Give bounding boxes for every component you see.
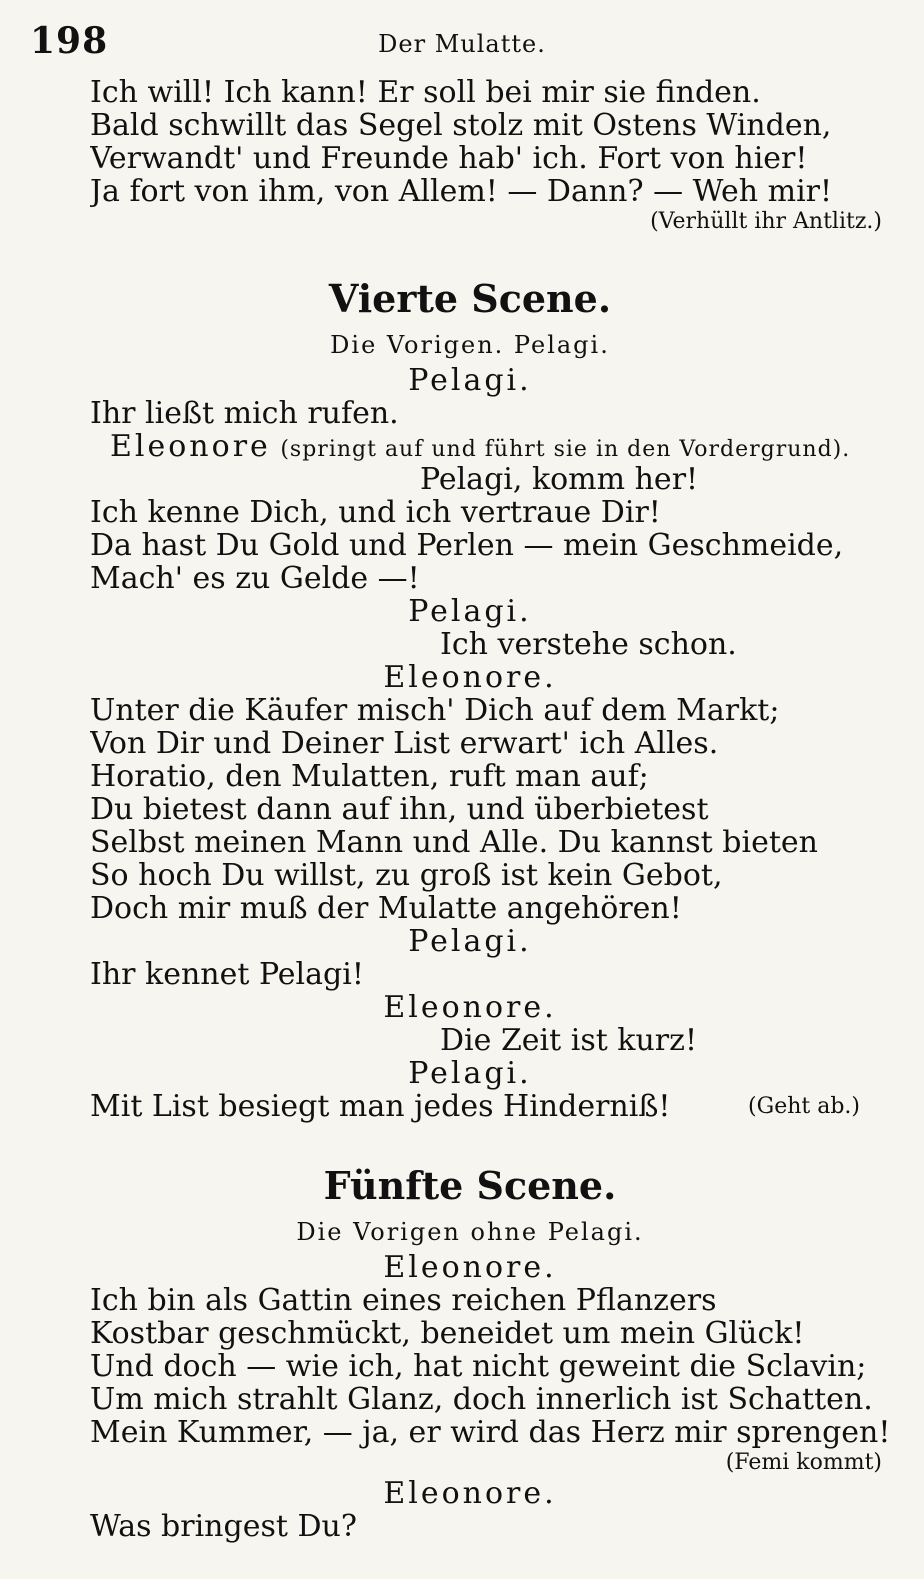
speaker-name: Eleonore. <box>383 1477 557 1510</box>
verse-line: Unter die Käufer misch' Dich auf dem Markt; <box>90 694 780 727</box>
stage-direction: (Femi kommt) <box>725 1450 882 1475</box>
scene-cast: Die Vorigen. Pelagi. <box>330 331 610 359</box>
stage-direction: (springt auf und führt sie in den Vordergrund). <box>280 437 851 462</box>
verse-line: Was bringest Du? <box>90 1510 357 1543</box>
verse-line-with-stage <box>90 1090 890 1123</box>
verse-line: Um mich strahlt Glanz, doch innerlich ist Schatten. <box>90 1383 873 1416</box>
verse-line: Und doch — wie ich, hat nicht geweint die Sclavin; <box>90 1350 867 1383</box>
speaker-name: Pelagi. <box>408 925 532 958</box>
speaker-name: Pelagi. <box>408 595 532 628</box>
verse-line: Du bietest dann auf ihn, und überbietest <box>90 793 709 826</box>
page-content <box>90 76 890 1543</box>
scene-title: Vierte Scene. <box>328 276 612 321</box>
verse-line: Verwandt' und Freunde hab' ich. Fort von hier! <box>90 142 808 175</box>
page-header <box>30 20 894 68</box>
scene-cast: Die Vorigen ohne Pelagi. <box>296 1218 644 1246</box>
verse-line: Kostbar geschmückt, beneidet um mein Glück! <box>90 1317 805 1350</box>
verse-line: Die Zeit ist kurz! <box>440 1024 698 1057</box>
verse-line: Mach' es zu Gelde —! <box>90 562 420 595</box>
verse-line: Von Dir und Deiner List erwart' ich Alles. <box>90 727 719 760</box>
verse-line: So hoch Du willst, zu groß ist kein Gebot, <box>90 859 723 892</box>
verse-line: Ich kenne Dich, und ich vertraue Dir! <box>90 496 661 529</box>
speaker-name: Eleonore <box>110 430 271 463</box>
verse-text: Mit List besiegt man jedes Hinderniß! <box>90 1090 671 1123</box>
verse-line: Ihr kennet Pelagi! <box>90 958 364 991</box>
running-title: Der Mulatte. <box>378 30 546 58</box>
verse-line: Da hast Du Gold und Perlen — mein Geschmeide, <box>90 529 844 562</box>
verse-line: Bald schwillt das Segel stolz mit Ostens Winden, <box>90 109 832 142</box>
verse-line: Selbst meinen Mann und Alle. Du kannst bieten <box>90 826 818 859</box>
verse-line: Ja fort von ihm, von Allem! — Dann? — Weh mir! <box>90 175 833 208</box>
stage-direction: (Geht ab.) <box>748 1094 860 1119</box>
speaker-name: Pelagi. <box>408 1057 532 1090</box>
speaker-name: Eleonore. <box>383 1251 557 1284</box>
verse-line: Ihr ließt mich rufen. <box>90 397 399 430</box>
verse-line: Ich will! Ich kann! Er soll bei mir sie finden. <box>90 76 761 109</box>
scene-title: Fünfte Scene. <box>323 1163 617 1208</box>
verse-line: Mein Kummer, — ja, er wird das Herz mir sprengen! <box>90 1416 890 1449</box>
verse-line: Doch mir muß der Mulatte angehören! <box>90 892 682 925</box>
verse-line: Pelagi, komm her! <box>420 463 699 496</box>
verse-line: Ich bin als Gattin eines reichen Pflanzers <box>90 1284 717 1317</box>
speaker-name: Pelagi. <box>408 364 532 397</box>
page-number: 198 <box>30 20 109 62</box>
speaker-name: Eleonore. <box>383 661 557 694</box>
verse-line: Horatio, den Mulatten, ruft man auf; <box>90 760 649 793</box>
speaker-name: Eleonore. <box>383 991 557 1024</box>
stage-direction: (Verhüllt ihr Antlitz.) <box>650 209 882 234</box>
speaker-line <box>90 430 890 463</box>
verse-line: Ich verstehe schon. <box>440 628 737 661</box>
